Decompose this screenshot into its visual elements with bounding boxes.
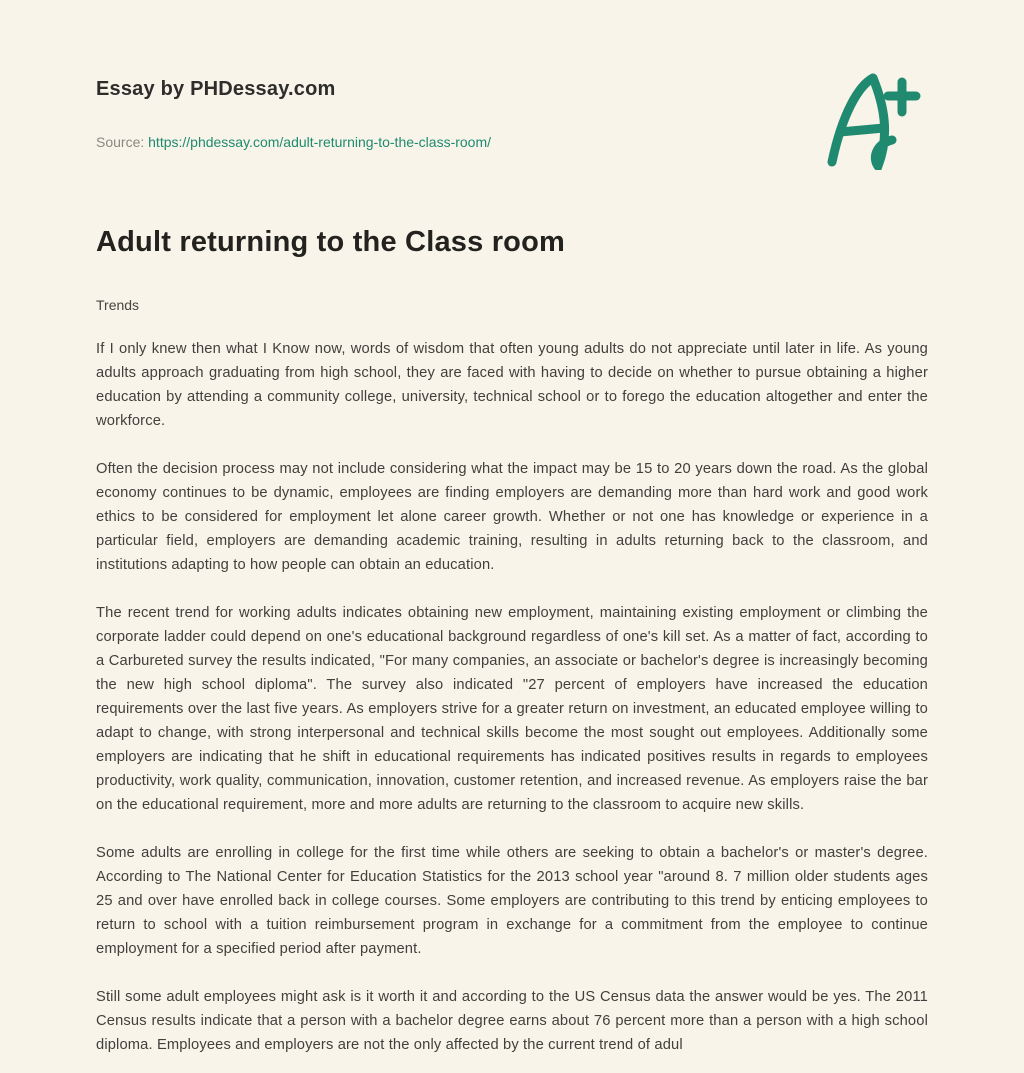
essay-paragraph: Still some adult employees might ask is it worth it and according to the US Census data the answer would be yes. The 2011 Census results indicate that a person with a bachelor degree earns about 76 percent more than a person with a high school diploma. Employees and employers are not the only affected by the current trend of adul: [96, 989, 928, 1053]
page-title: Adult returning to the Class room: [96, 226, 565, 258]
essay-paragraph: Some adults are enrolling in college for the first time while others are seeking to obtain a bachelor's or master's degree. According to The National Center for Education Statistics for the 2013 school year "around 8. 7 million older students ages 25 and over have enrolled back in college courses. Some employers are contributing to this trend by enticing employees to return to school with a tuition reimbursement program in exchange for a commitment from the employee to continue employment for a specified period after payment.: [96, 845, 928, 957]
essay-body: [96, 337, 928, 1057]
section-label-trends: Trends: [96, 297, 140, 313]
essay-by-heading: Essay by PHDessay.com: [96, 78, 336, 100]
phdessay-a-plus-logo-icon: [818, 70, 928, 170]
content-column: [96, 0, 928, 1057]
page-header: [96, 0, 928, 150]
source-label: Source:: [96, 134, 145, 150]
source-url-link[interactable]: https://phdessay.com/adult-returning-to-the-class-room/: [148, 134, 492, 150]
source-line: [96, 134, 928, 150]
essay-paragraph: Often the decision process may not include considering what the impact may be 15 to 20 years down the road. As the global economy continues to be dynamic, employees are finding employers are demanding more than hard work and good work ethics to be considered for employment let alone career growth. Whether or not one has knowledge or experience in a particular field, employers are demanding academic training, resulting in adults returning back to the classroom, and institutions adapting to how people can obtain an education.: [96, 461, 928, 573]
essay-paragraph: The recent trend for working adults indicates obtaining new employment, maintaining existing employment or climbing the corporate ladder could depend on one's educational background regardless of one's kill set. As a matter of fact, according to a Carbureted survey the results indicated, "For many companies, an associate or bachelor's degree is increasingly becoming the new high school diploma". The survey also indicated "27 percent of employers have increased the education requirements over the last five years. As employers strive for a greater return on investment, an educated employee willing to adapt to change, with strong interpersonal and technical skills become the most sought out employees. Additionally some employers are indicating that he shift in educational requirements has indicated positives results in regards to employees productivity, work quality, communication, innovation, customer retention, and increased revenue. As employers raise the bar on the educational requirement, more and more adults are returning to the classroom to acquire new skills.: [96, 605, 928, 813]
essay-paragraph: If I only knew then what I Know now, words of wisdom that often young adults do not appreciate until later in life. As young adults approach graduating from high school, they are faced with having to decide on whether to pursue obtaining a higher education by attending a community college, university, technical school or to forego the education altogether and enter the workforce.: [96, 341, 928, 429]
